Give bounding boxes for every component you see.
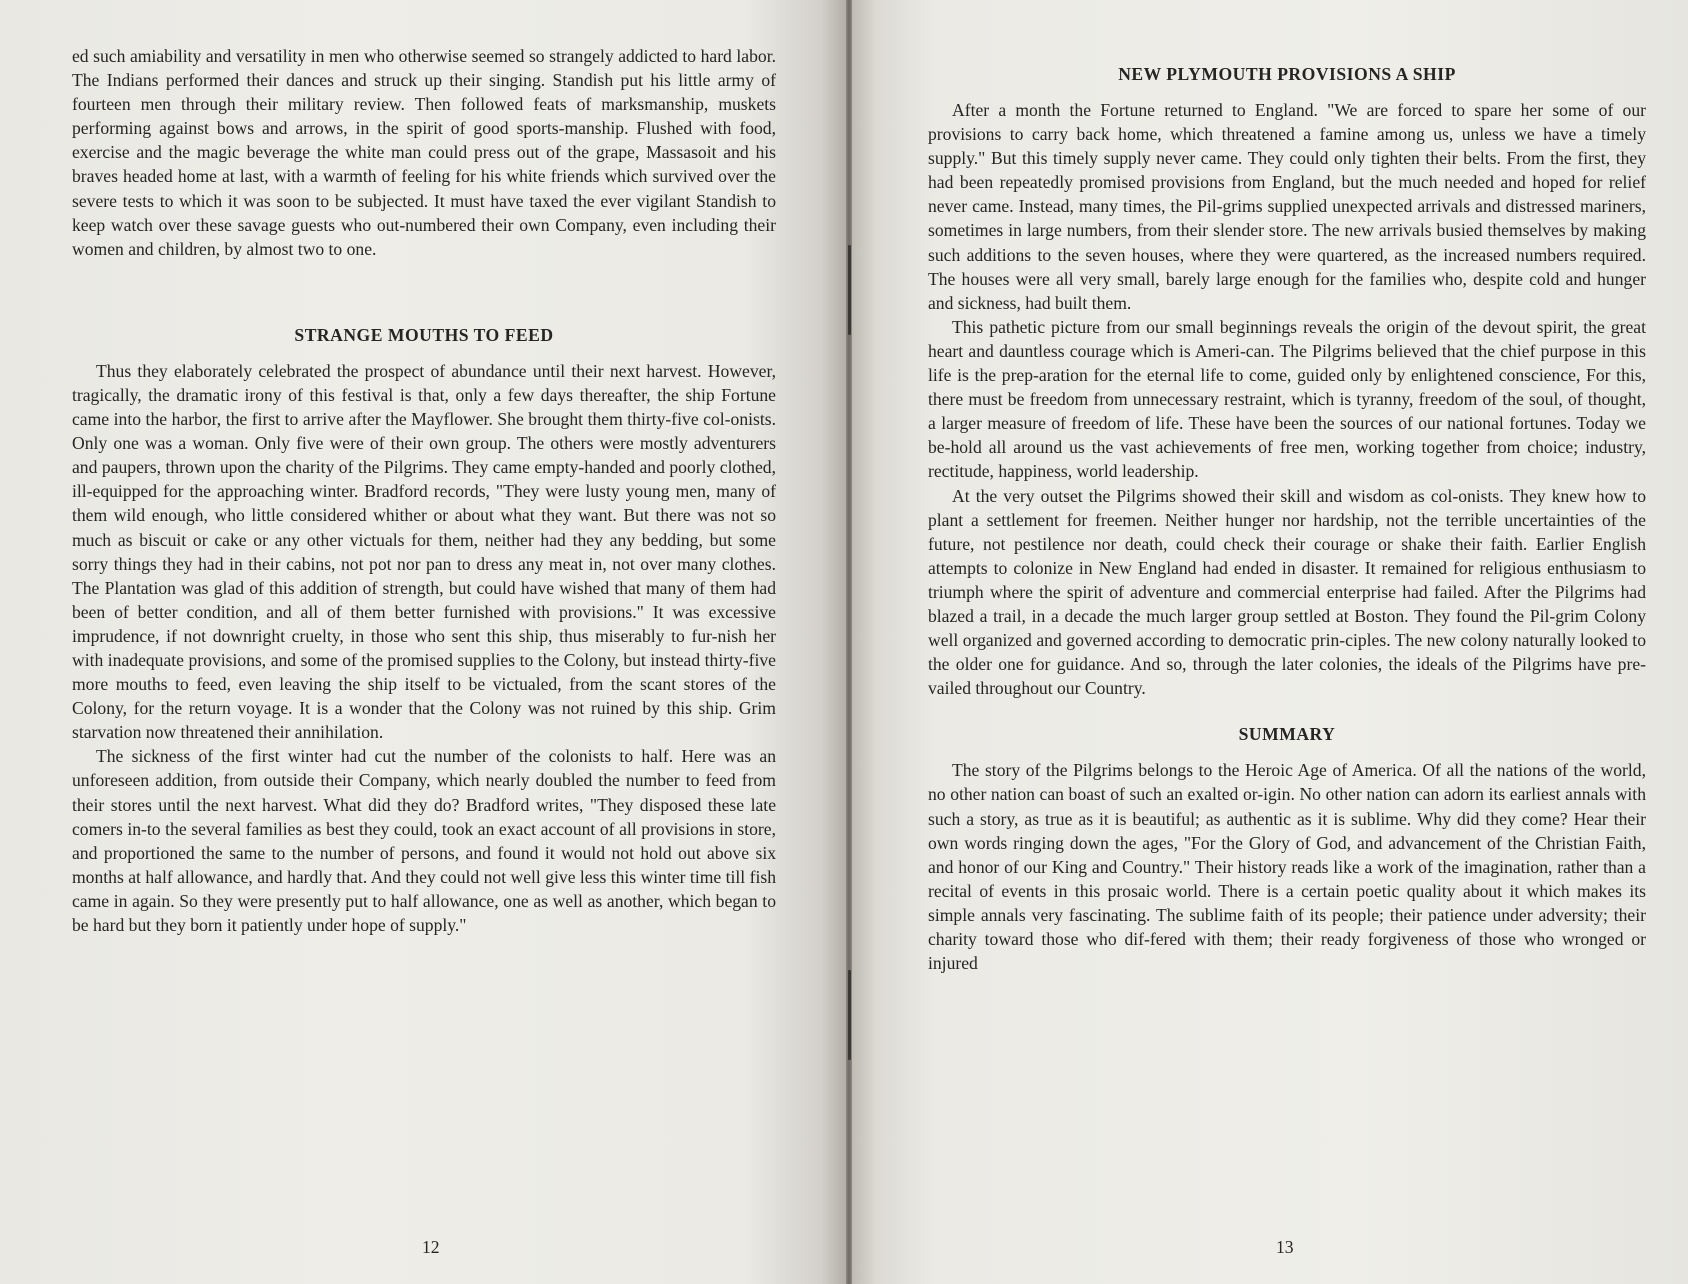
right-page: [852, 0, 1688, 1284]
section-heading-strange-mouths: STRANGE MOUTHS TO FEED: [294, 324, 554, 345]
paragraph: The sickness of the first winter had cut the number of the colonists to half. Here was an unforeseen addition, from outside their Company, which nearly doubled the number to feed from their stores until the next harvest. What did they do? Bradford writes, "They disposed these late comers in-to the several families as best they could, took an exact account of all provisions in store, and proportioned the same to the number of persons, and found it would not hold out above six months at half allowance, and hardly that. And they could not well give less this winter time till fish came in again. So they were presently put to half allowance, one as well as another, which began to be hard but they born it patiently under hope of supply.": [72, 746, 776, 935]
summary-paragraph: The story of the Pilgrims belongs to the Heroic Age of America. Of all the nations of the world, no other nation can boast of such an exalted or-igin. No other nation can adorn its earliest annals with such a story, as true as it is beautiful; as authentic as it is sublime. Why did they come? Hear their own words ringing down the ages, "For the Glory of God, and advancement of the Christian Faith, and honor of our King and Country." Their history reads like a work of the imagination, rather than a recital of events in this prosaic world. There is a certain poetic quality about it which makes its simple annals very fascinating. The sublime faith of its people; their patience under adversity; their charity toward those who dif-fered with them; their ready forgiveness of those who wronged or injured: [928, 760, 1646, 974]
page-number-right: 13: [1276, 1237, 1294, 1257]
paragraph: After a month the Fortune returned to England. "We are forced to spare her some of our provisions to carry back home, which threatened a famine among us, unless we have a timely supply." But this timely supply never came. They could only tighten their belts. From the first, they had been repeatedly promised provisions from England, but the much needed and hoped for relief never came. Instead, many times, the Pil-grims supplied unexpected arrivals and distressed mariners, sometimes in large numbers, from their slender store. The new arrivals busied themselves by making such additions to the seven houses, where they were quartered, as the increased numbers required. The houses were all very small, barely large enough for the families who, despite cold and hunger and sickness, had built them.: [928, 100, 1646, 313]
staple-top: [848, 245, 851, 335]
continued-paragraph: ed such amiability and versatility in men who otherwise seemed so strangely addicted to hard labor. The Indians performed their dances and struck up their singing. Standish put his little army of fourteen men through their military review. Then followed feats of marksmanship, muskets performing against bows and arrows, in the spirit of good sports-manship. Flushed with food, exercise and the magic beverage the white man could press out of the grape, Massasoit and his braves headed home at last, with a warmth of feeling for his white friends which survived over the severe tests to which it was soon to be subjected. It must have taxed the ever vigilant Standish to keep watch over these savage guests who out-numbered their own Company, even including their women and children, by almost two to one.: [72, 46, 776, 259]
paragraph: At the very outset the Pilgrims showed their skill and wisdom as col-onists. They knew how to plant a settlement for freemen. Neither hunger nor hardship, not the terrible uncertainties of the future, not pestilence nor death, could check their courage or shake their faith. Earlier English attempts to colonize in New England had ended in disaster. It remained for religious enthusiasm to triumph where the spirit of adventure and commercial enterprise had failed. After the Pilgrims had blazed a trail, in a decade the much larger group settled at Boston. They found the Pil-grim Colony well organized and governed according to democratic prin-ciples. The new colony naturally looked to the older one for guidance. And so, through the later colonies, the ideals of the Pilgrims have pre-vailed throughout our Country.: [928, 485, 1646, 699]
page-number-left: 12: [422, 1237, 440, 1257]
paragraph: This pathetic picture from our small beginnings reveals the origin of the devout spirit, the great heart and dauntless courage which is Ameri-can. The Pilgrims believed that the chief purpose in this life is the prep-aration for the eternal life to come, guided only by enlightened conscience, For this, there must be freedom from unnecessary restraint, which is tyranny, freedom of the soul, of thought, a larger measure of freedom of life. These have been the sources of our national fortunes. Today we be-hold all around us the vast achievements of free men, working together from choice; industry, rectitude, happiness, world leadership.: [928, 316, 1646, 482]
paragraph: Thus they elaborately celebrated the prospect of abundance until their next harvest. However, tragically, the dramatic irony of this festival is that, only a few days thereafter, the ship Fortune came into the harbor, the first to arrive after the Mayflower. She brought them thirty-five col-onists. Only one was a woman. Only five were of their own group. The others were mostly adventurers and paupers, thrown upon the charity of the Pilgrims. They came empty-handed and poorly clothed, ill-equipped for the approaching winter. Bradford records, "They were lusty young men, many of them wild enough, who little considered whither or about what they want. But there was not so much as biscuit or cake or any other victuals for them, neither had they any bedding, but some sorry things they had in their cabins, not pot nor pan to dress any meat in, not over many clothes. The Plantation was glad of this addition of strength, but could have wished that many of them had been of better condition, and all of them better furnished with provisions." It was excessive imprudence, if not downright cruelty, in those who sent this ship, thus miserably to fur-nish her with inadequate provisions, and some of the promised supplies to the Colony, but instead thirty-five more mouths to feed, even leaving the ship itself to be victualed, from the scant stores of the Colony, for the return voyage. It is a wonder that the Colony was not ruined by this ship. Grim starvation now threatened their annihilation.: [72, 360, 776, 743]
staple-bottom: [848, 970, 851, 1060]
section-heading-new-plymouth: NEW PLYMOUTH PROVISIONS A SHIP: [1118, 64, 1456, 84]
section-heading-summary: SUMMARY: [1238, 724, 1336, 745]
